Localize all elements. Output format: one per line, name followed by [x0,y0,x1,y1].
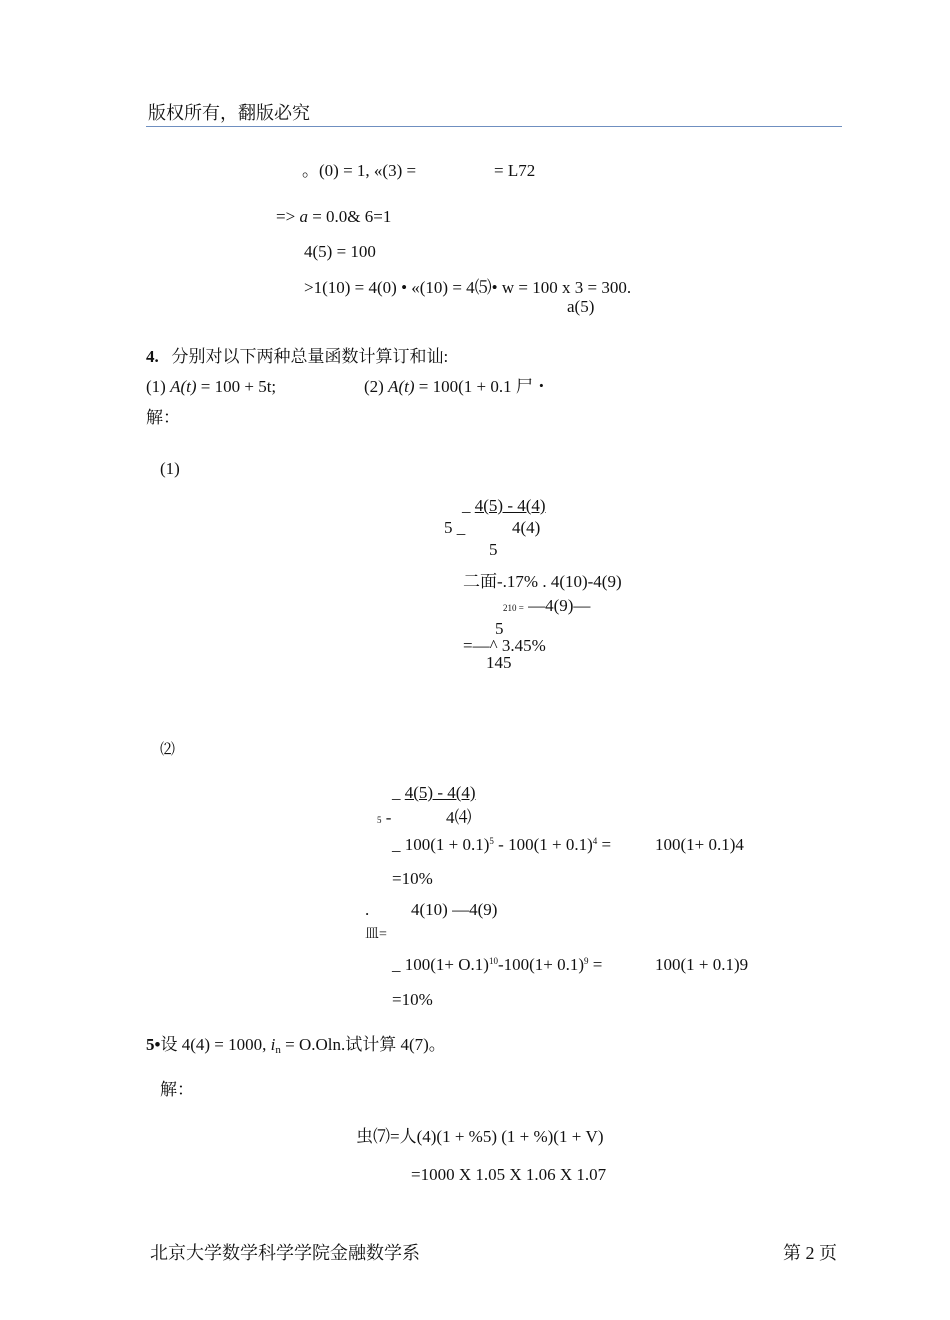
part-1-line-3: 5 [489,540,498,559]
part-2-line-8: =10% [392,990,433,1009]
part-2-line-1: _ 4(5) - 4(4) [392,783,476,802]
question-4-option-1: (1) A(t) = 100 + 5t; [146,377,277,396]
part-2-line-2b: 4⑷ [446,808,472,827]
part-1-line-2a: 5 _ [444,518,466,537]
header-rule [146,126,842,127]
top-line-4-denominator: a(5) [567,297,595,316]
page-header-title: 版权所有，翻版必究 [148,103,310,123]
top-line-1a: 。(0) = 1, «(3) = [302,161,417,180]
question-4-option-2: (2) A(t) = 100(1 + 0.1 尸・ [364,377,550,396]
top-line-2: => a = 0.0& 6=1 [276,207,392,226]
part-2-line-5a: . [365,900,370,919]
part-2-line-2a: 5 - [377,808,392,827]
part-1-line-1: _ 4(5) - 4(4) [462,496,546,515]
question-5-line-2: =1000 X 1.05 X 1.06 X 1.07 [411,1165,607,1184]
part-2-line-4: =10% [392,869,433,888]
part-2-label: ⑵ [160,742,176,758]
part-1-label: (1) [160,459,180,478]
footer-department: 北京大学数学科学学院金融数学系 [150,1243,420,1263]
top-line-1b: = L72 [494,161,536,180]
part-1-line-5: 210 = —4(9)— [503,596,591,615]
question-4-solution-label: 解： [146,408,180,427]
part-1-line-4: 二面-.17% . 4(10)-4(9) [463,572,622,591]
part-1-line-7: =—^ 3.45% [463,636,546,655]
question-5: 5•设 4(4) = 1000, $i_n = O.Oln$.试计算 4(7)。 [146,1035,446,1056]
top-line-4: >1(10) = 4(0) • «(10) = 4⑸• w = 100 x 3 = 300. [304,278,632,297]
top-line-3: 4(5) = 100 [304,242,376,261]
part-2-line-5b: 4(10) —4(9) [411,900,498,919]
part-2-line-6: 皿= [365,927,387,942]
part-1-line-2b: 4(4) [512,518,541,537]
part-2-line-3-right: 100(1+ 0.1)4 [655,835,744,854]
part-2-line-3: _ $100(1 + 0.1)^5 - 100(1 + 0.1)^4$ = [392,835,612,854]
part-2-line-7-right: 100(1 + 0.1)9 [655,955,749,974]
question-4: 4. 分别对以下两种总量函数计算订和讪: [146,347,449,366]
part-1-line-8: 145 [486,653,512,672]
question-5-line-1: 虫⑺=人(4)(1 + %5) (1 + %)(1 + V) [356,1127,604,1146]
footer-page-number: 第 2 页 [783,1243,837,1263]
part-1-line-6: 5 [495,619,504,638]
part-2-line-7: _ $100(1+ O.1)^{10}-100(1+ 0.1)^9$ = [392,955,603,974]
question-5-solution-label: 解： [160,1080,194,1099]
